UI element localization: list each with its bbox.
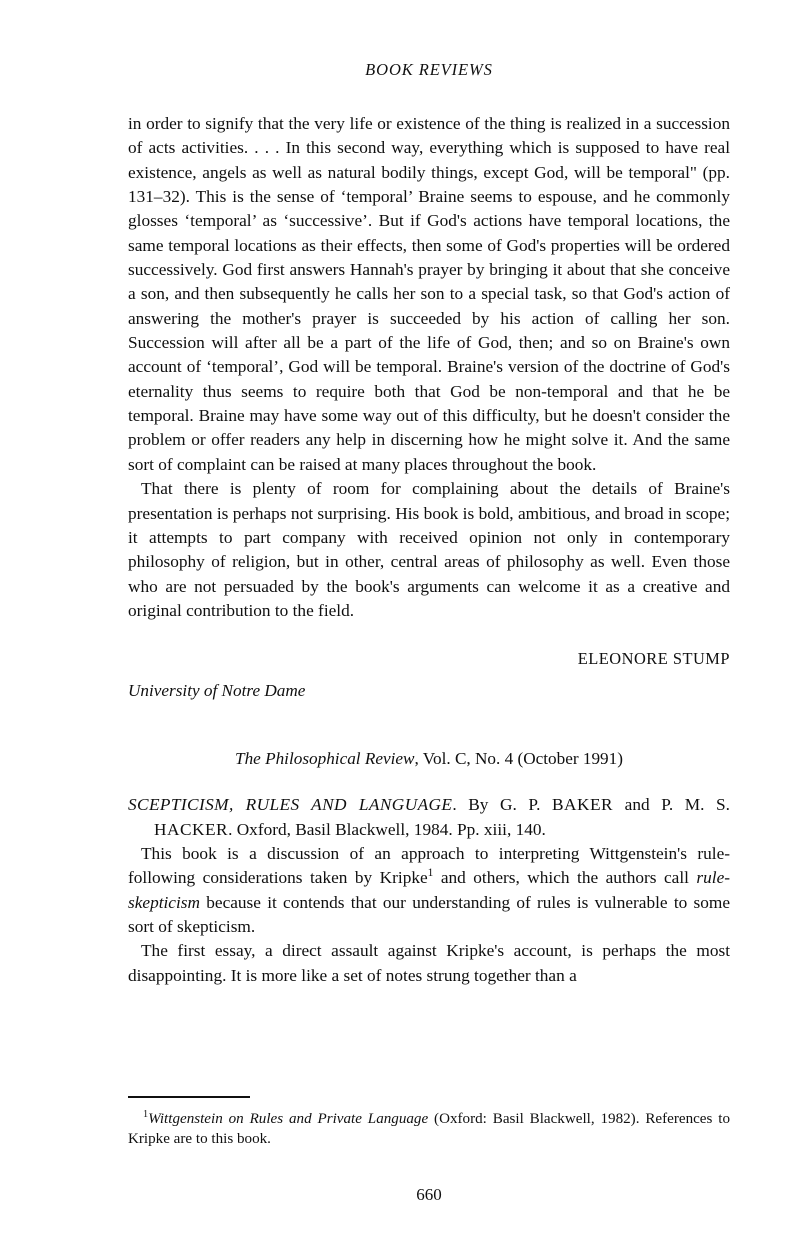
footnote-separator-rule xyxy=(128,1096,250,1098)
reviewer-signature xyxy=(128,649,730,669)
emphasized-term: rule-skepticism xyxy=(128,868,730,912)
book-author-two: HACKER xyxy=(154,819,229,839)
reviewer-name: ELEONORE STUMP xyxy=(577,649,730,669)
body-paragraph xyxy=(128,842,730,939)
footnote-reference-marker[interactable]: 1 xyxy=(427,867,434,880)
paragraph-text-mid: and others, which the authors call xyxy=(433,868,697,888)
journal-name: The Philosophical Review xyxy=(235,749,415,769)
book-title: SCEPTICISM, RULES AND LANGUAGE xyxy=(128,795,453,815)
body-paragraph: The first essay, a direct assault against Kripke's account, is perhaps the most disappointing. It is more like a set of notes strung together than a xyxy=(128,941,730,985)
entry-conjunction: and P. M. S. xyxy=(613,795,730,815)
footnote-entry xyxy=(128,1110,730,1149)
reviewer-affiliation: University of Notre Dame xyxy=(128,681,306,701)
paragraph-text-tail: because it contends that our understanding of rules is vulnerable to some sort of skepticism. xyxy=(128,892,730,936)
footnote-cited-title: Wittgenstein on Rules and Private Language xyxy=(148,1111,429,1127)
book-imprint: . Oxford, Basil Blackwell, 1984. Pp. xiii, 140. xyxy=(228,819,546,839)
body-paragraph: in order to signify that the very life or existence of the thing is realized in a succession of acts activities. . . . In this second way, everything which is supposed to have real existence, angels as well as natural bodily things, except God, will be temporal" (pp. 131–32). This is the sense of ‘temporal’ Braine seems to espouse, and he commonly glosses ‘temporal’ as ‘successive’. But if God's actions have temporal locations, the same temporal locations as their effects, then some of God's properties will be ordered successively. God first answers Hannah's prayer by bringing it about that she conceive a son, and then subsequently he calls her son to a special task, so that God's action of answering the mother's prayer is succeeded by his action of calling her son. Succession will after all be a part of the life of God, then; and so on Braine's own account of ‘temporal’, God will be temporal. Braine's version of the doctrine of God's eternality thus seems to require both that God be non-temporal and that he be temporal. Braine may have some way out of this difficulty, but he doesn't consider the problem or offer readers any help in discerning how he might solve it. And the same sort of complaint can be raised at many places throughout the book. xyxy=(128,114,730,474)
running-head: BOOK REVIEWS xyxy=(365,60,493,79)
footnote-number: 1 xyxy=(143,1108,149,1120)
journal-issue: , Vol. C, No. 4 (October 1991) xyxy=(414,749,623,769)
paragraph-text-lead: This book is a discussion of an approach to interpreting Wittgenstein's rule-following considerations taken by Kripke xyxy=(128,843,730,888)
footnote-block xyxy=(128,1096,730,1149)
text-column xyxy=(128,112,730,988)
footnote-cited-details: (Oxford: Basil Blackwell, 1982). References to Kripke are to this book. xyxy=(128,1111,730,1147)
book-author-one: BAKER xyxy=(552,795,614,815)
page-number: 660 xyxy=(416,1185,442,1204)
book-bibliographic-entry xyxy=(128,793,730,842)
body-paragraph: That there is plenty of room for complaining about the details of Braine's presentation is perhaps not surprising. His book is bold, ambitious, and broad in scope; it attempts to part company with received opinion not only in contemporary philosophy of religion, but in other, central areas of philosophy as well. Even those who are not persuaded by the book's arguments can welcome it as a creative and original contribution to the field. xyxy=(128,479,730,620)
entry-by-word: . By G. P. xyxy=(452,795,552,815)
journal-citation xyxy=(128,747,730,771)
